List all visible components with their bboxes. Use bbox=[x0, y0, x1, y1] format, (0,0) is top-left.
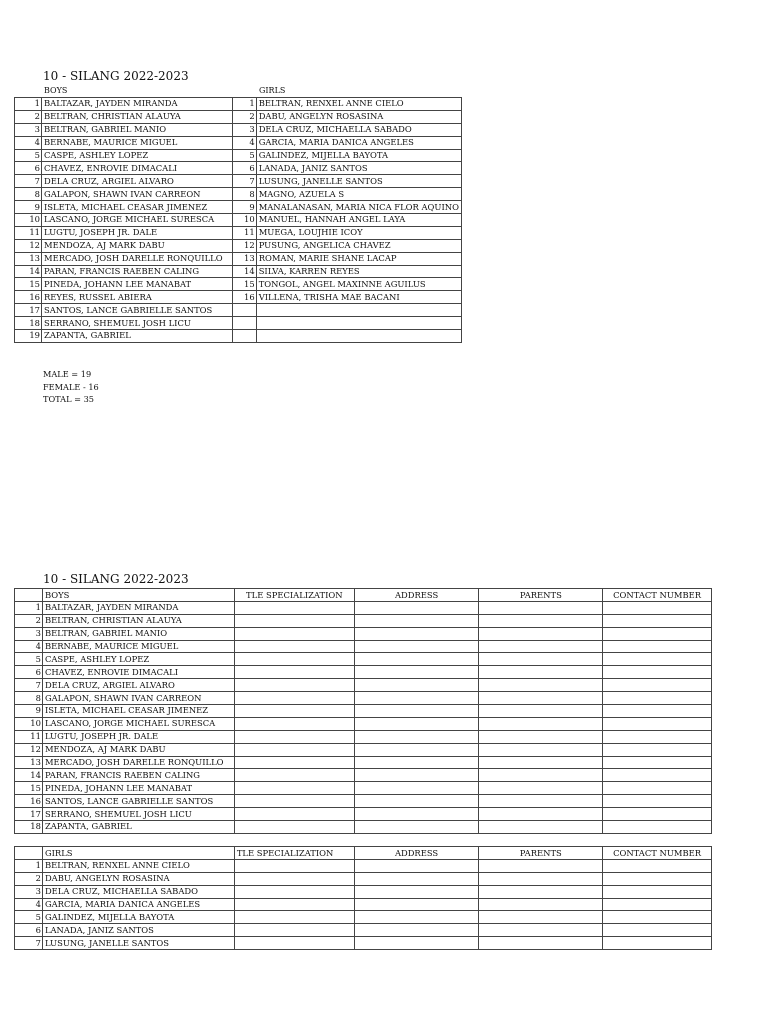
table-row bbox=[15, 898, 712, 911]
student-number: 12 bbox=[15, 743, 43, 756]
boys-label: BOYS bbox=[44, 86, 68, 95]
table-row bbox=[15, 705, 712, 718]
table-row bbox=[15, 317, 462, 330]
student-number: 17 bbox=[15, 808, 43, 821]
address-cell bbox=[354, 898, 479, 911]
boy-number: 9 bbox=[15, 201, 42, 214]
boys-details-body bbox=[15, 601, 712, 833]
student-number: 7 bbox=[15, 937, 43, 950]
contact-cell bbox=[603, 756, 712, 769]
girl-name: VILLENA, TRISHA MAE BACANI bbox=[256, 291, 461, 304]
table-row bbox=[15, 239, 462, 252]
student-name: ZAPANTA, GABRIEL bbox=[42, 821, 234, 834]
tle-cell bbox=[234, 679, 354, 692]
table-row bbox=[15, 795, 712, 808]
student-number: 7 bbox=[15, 679, 43, 692]
address-cell bbox=[354, 756, 479, 769]
parents-cell bbox=[479, 924, 603, 937]
girl-number: 6 bbox=[233, 162, 256, 175]
student-name: DELA CRUZ, ARGIEL ALVARO bbox=[42, 679, 234, 692]
contact-cell bbox=[603, 717, 712, 730]
address-cell bbox=[354, 821, 479, 834]
address-cell bbox=[354, 601, 479, 614]
girl-name: MANUEL, HANNAH ANGEL LAYA bbox=[256, 214, 461, 227]
student-name: ISLETA, MICHAEL CEASAR JIMENEZ bbox=[42, 705, 234, 718]
girls-details-table bbox=[14, 846, 712, 950]
girl-name: GARCIA, MARIA DANICA ANGELES bbox=[256, 136, 461, 149]
student-name: BERNABE, MAURICE MIGUEL bbox=[42, 640, 234, 653]
student-number: 8 bbox=[15, 692, 43, 705]
contact-cell bbox=[603, 782, 712, 795]
section-title-2: 10 - SILANG 2022-2023 bbox=[43, 572, 189, 586]
parents-cell bbox=[479, 743, 603, 756]
parents-cell bbox=[479, 614, 603, 627]
address-cell bbox=[354, 717, 479, 730]
contact-cell bbox=[603, 614, 712, 627]
student-number: 10 bbox=[15, 717, 43, 730]
boy-name: BELTRAN, GABRIEL MANIO bbox=[42, 123, 233, 136]
boy-name: GALAPON, SHAWN IVAN CARREON bbox=[42, 188, 233, 201]
boy-number: 17 bbox=[15, 304, 42, 317]
student-name: GALAPON, SHAWN IVAN CARREON bbox=[42, 692, 234, 705]
contact-cell bbox=[603, 730, 712, 743]
contact-cell bbox=[603, 679, 712, 692]
student-number: 6 bbox=[15, 666, 43, 679]
student-number: 1 bbox=[15, 601, 43, 614]
table-row bbox=[15, 692, 712, 705]
header-tle: TLE SPECIALIZATION bbox=[234, 847, 354, 860]
girl-number: 4 bbox=[233, 136, 256, 149]
table-row bbox=[15, 188, 462, 201]
girl-number bbox=[233, 304, 256, 317]
address-cell bbox=[354, 937, 479, 950]
table-row bbox=[15, 911, 712, 924]
girl-number: 14 bbox=[233, 265, 256, 278]
table-row bbox=[15, 885, 712, 898]
girl-name: MANALANASAN, MARIA NICA FLOR AQUINO bbox=[256, 201, 461, 214]
student-name: MERCADO, JOSH DARELLE RONQUILLO bbox=[42, 756, 234, 769]
roster-table-body bbox=[15, 98, 462, 343]
girl-number: 13 bbox=[233, 252, 256, 265]
boy-number: 2 bbox=[15, 110, 42, 123]
student-number: 14 bbox=[15, 769, 43, 782]
girl-name: DABU, ANGELYN ROSASINA bbox=[256, 110, 461, 123]
tle-cell bbox=[234, 769, 354, 782]
tle-cell bbox=[234, 756, 354, 769]
student-name: LANADA, JANIZ SANTOS bbox=[42, 924, 234, 937]
contact-cell bbox=[603, 653, 712, 666]
student-name: GALINDEZ, MIJELLA BAYOTA bbox=[42, 911, 234, 924]
table-row bbox=[15, 278, 462, 291]
boy-number: 11 bbox=[15, 226, 42, 239]
parents-cell bbox=[479, 705, 603, 718]
student-number: 4 bbox=[15, 898, 43, 911]
student-name: BELTRAN, GABRIEL MANIO bbox=[42, 627, 234, 640]
tle-cell bbox=[234, 627, 354, 640]
girls-label: GIRLS bbox=[259, 86, 286, 95]
contact-cell bbox=[603, 601, 712, 614]
student-name: DELA CRUZ, MICHAELLA SABADO bbox=[42, 885, 234, 898]
table-row bbox=[15, 110, 462, 123]
address-cell bbox=[354, 859, 479, 872]
tle-cell bbox=[234, 937, 354, 950]
parents-cell bbox=[479, 937, 603, 950]
girl-number: 8 bbox=[233, 188, 256, 201]
contact-cell bbox=[603, 743, 712, 756]
table-row bbox=[15, 175, 462, 188]
student-name: SANTOS, LANCE GABRIELLE SANTOS bbox=[42, 795, 234, 808]
girl-number: 9 bbox=[233, 201, 256, 214]
tle-cell bbox=[234, 898, 354, 911]
totals-block bbox=[43, 368, 99, 406]
address-cell bbox=[354, 769, 479, 782]
table-row bbox=[15, 859, 712, 872]
student-name: MENDOZA, AJ MARK DABU bbox=[42, 743, 234, 756]
girl-name: LUSUNG, JANELLE SANTOS bbox=[256, 175, 461, 188]
boy-name: SANTOS, LANCE GABRIELLE SANTOS bbox=[42, 304, 233, 317]
table-row bbox=[15, 252, 462, 265]
girl-name bbox=[256, 317, 461, 330]
parents-cell bbox=[479, 601, 603, 614]
tle-cell bbox=[234, 782, 354, 795]
header-num bbox=[15, 847, 43, 860]
table-row bbox=[15, 666, 712, 679]
boys-details-header bbox=[15, 589, 712, 602]
student-number: 9 bbox=[15, 705, 43, 718]
table-row bbox=[15, 627, 712, 640]
parents-cell bbox=[479, 653, 603, 666]
header-num bbox=[15, 589, 43, 602]
contact-cell bbox=[603, 795, 712, 808]
girl-number: 3 bbox=[233, 123, 256, 136]
header-parents: PARENTS bbox=[479, 847, 603, 860]
address-cell bbox=[354, 795, 479, 808]
contact-cell bbox=[603, 872, 712, 885]
contact-cell bbox=[603, 885, 712, 898]
student-number: 3 bbox=[15, 885, 43, 898]
student-number: 16 bbox=[15, 795, 43, 808]
parents-cell bbox=[479, 666, 603, 679]
student-name: LUSUNG, JANELLE SANTOS bbox=[42, 937, 234, 950]
boy-number: 16 bbox=[15, 291, 42, 304]
contact-cell bbox=[603, 640, 712, 653]
boy-number: 15 bbox=[15, 278, 42, 291]
student-name: CHAVEZ, ENROVIE DIMACALI bbox=[42, 666, 234, 679]
girl-number bbox=[233, 317, 256, 330]
girl-number: 11 bbox=[233, 226, 256, 239]
address-cell bbox=[354, 885, 479, 898]
boy-number: 13 bbox=[15, 252, 42, 265]
tle-cell bbox=[234, 614, 354, 627]
table-row bbox=[15, 924, 712, 937]
total-count: TOTAL = 35 bbox=[43, 394, 95, 405]
student-name: LASCANO, JORGE MICHAEL SURESCA bbox=[42, 717, 234, 730]
table-row bbox=[15, 756, 712, 769]
boy-name: LASCANO, JORGE MICHAEL SURESCA bbox=[42, 214, 233, 227]
table-row bbox=[15, 653, 712, 666]
tle-cell bbox=[234, 911, 354, 924]
tle-cell bbox=[234, 743, 354, 756]
parents-cell bbox=[479, 859, 603, 872]
boy-number: 19 bbox=[15, 330, 42, 343]
student-number: 13 bbox=[15, 756, 43, 769]
girls-details-body bbox=[15, 859, 712, 949]
girl-name: MUEGA, LOUJHIE ICOY bbox=[256, 226, 461, 239]
tle-cell bbox=[234, 872, 354, 885]
address-cell bbox=[354, 782, 479, 795]
boy-name: DELA CRUZ, ARGIEL ALVARO bbox=[42, 175, 233, 188]
parents-cell bbox=[479, 911, 603, 924]
boy-name: BERNABE, MAURICE MIGUEL bbox=[42, 136, 233, 149]
tle-cell bbox=[234, 717, 354, 730]
table-row bbox=[15, 162, 462, 175]
header-girls: GIRLS bbox=[42, 847, 234, 860]
student-number: 5 bbox=[15, 911, 43, 924]
parents-cell bbox=[479, 782, 603, 795]
parents-cell bbox=[479, 795, 603, 808]
parents-cell bbox=[479, 717, 603, 730]
header-boys: BOYS bbox=[42, 589, 234, 602]
tle-cell bbox=[234, 885, 354, 898]
contact-cell bbox=[603, 769, 712, 782]
contact-cell bbox=[603, 898, 712, 911]
address-cell bbox=[354, 730, 479, 743]
table-row bbox=[15, 226, 462, 239]
table-row bbox=[15, 730, 712, 743]
contact-cell bbox=[603, 911, 712, 924]
girl-name: PUSUNG, ANGELICA CHAVEZ bbox=[256, 239, 461, 252]
table-row bbox=[15, 717, 712, 730]
student-number: 11 bbox=[15, 730, 43, 743]
parents-cell bbox=[479, 872, 603, 885]
address-cell bbox=[354, 653, 479, 666]
student-name: PINEDA, JOHANN LEE MANABAT bbox=[42, 782, 234, 795]
boy-name: MERCADO, JOSH DARELLE RONQUILLO bbox=[42, 252, 233, 265]
girl-number bbox=[233, 330, 256, 343]
tle-cell bbox=[234, 821, 354, 834]
boy-number: 6 bbox=[15, 162, 42, 175]
boy-name: BALTAZAR, JAYDEN MIRANDA bbox=[42, 98, 233, 111]
table-row bbox=[15, 265, 462, 278]
boy-name: ZAPANTA, GABRIEL bbox=[42, 330, 233, 343]
header-address: ADDRESS bbox=[354, 589, 479, 602]
parents-cell bbox=[479, 821, 603, 834]
girl-name: SILVA, KARREN REYES bbox=[256, 265, 461, 278]
student-name: BELTRAN, RENXEL ANNE CIELO bbox=[42, 859, 234, 872]
female-count: FEMALE - 16 bbox=[43, 381, 99, 392]
contact-cell bbox=[603, 821, 712, 834]
parents-cell bbox=[479, 692, 603, 705]
girl-number: 1 bbox=[233, 98, 256, 111]
parents-cell bbox=[479, 808, 603, 821]
address-cell bbox=[354, 743, 479, 756]
girl-name: DELA CRUZ, MICHAELLA SABADO bbox=[256, 123, 461, 136]
address-cell bbox=[354, 640, 479, 653]
tle-cell bbox=[234, 924, 354, 937]
girl-number: 5 bbox=[233, 149, 256, 162]
address-cell bbox=[354, 666, 479, 679]
girl-name bbox=[256, 330, 461, 343]
table-row bbox=[15, 821, 712, 834]
student-name: BELTRAN, CHRISTIAN ALAUYA bbox=[42, 614, 234, 627]
tle-cell bbox=[234, 730, 354, 743]
tle-cell bbox=[234, 808, 354, 821]
header-contact: CONTACT NUMBER bbox=[603, 589, 712, 602]
table-row bbox=[15, 601, 712, 614]
student-number: 2 bbox=[15, 614, 43, 627]
contact-cell bbox=[603, 808, 712, 821]
girl-name bbox=[256, 304, 461, 317]
tle-cell bbox=[234, 795, 354, 808]
tle-cell bbox=[234, 692, 354, 705]
student-name: PARAN, FRANCIS RAEBEN CALING bbox=[42, 769, 234, 782]
student-name: GARCIA, MARIA DANICA ANGELES bbox=[42, 898, 234, 911]
section-title-1: 10 - SILANG 2022-2023 bbox=[43, 69, 189, 83]
boy-number: 12 bbox=[15, 239, 42, 252]
girl-name: ROMAN, MARIE SHANE LACAP bbox=[256, 252, 461, 265]
student-number: 1 bbox=[15, 859, 43, 872]
girl-number: 15 bbox=[233, 278, 256, 291]
male-count: MALE = 19 bbox=[43, 369, 92, 379]
boy-number: 5 bbox=[15, 149, 42, 162]
boy-name: CHAVEZ, ENROVIE DIMACALI bbox=[42, 162, 233, 175]
boy-name: CASPE, ASHLEY LOPEZ bbox=[42, 149, 233, 162]
contact-cell bbox=[603, 627, 712, 640]
girl-number: 12 bbox=[233, 239, 256, 252]
tle-cell bbox=[234, 601, 354, 614]
table-row bbox=[15, 291, 462, 304]
address-cell bbox=[354, 627, 479, 640]
contact-cell bbox=[603, 859, 712, 872]
tle-cell bbox=[234, 859, 354, 872]
table-row bbox=[15, 769, 712, 782]
boy-number: 10 bbox=[15, 214, 42, 227]
boy-number: 14 bbox=[15, 265, 42, 278]
table-row bbox=[15, 123, 462, 136]
boy-number: 3 bbox=[15, 123, 42, 136]
boy-name: REYES, RUSSEL ABIERA bbox=[42, 291, 233, 304]
table-row bbox=[15, 743, 712, 756]
header-tle: TLE SPECIALIZATION bbox=[234, 589, 354, 602]
girl-number: 10 bbox=[233, 214, 256, 227]
girls-details-header bbox=[15, 847, 712, 860]
student-number: 4 bbox=[15, 640, 43, 653]
address-cell bbox=[354, 924, 479, 937]
girl-number: 2 bbox=[233, 110, 256, 123]
contact-cell bbox=[603, 924, 712, 937]
contact-cell bbox=[603, 705, 712, 718]
parents-cell bbox=[479, 679, 603, 692]
girl-number: 16 bbox=[233, 291, 256, 304]
boy-number: 1 bbox=[15, 98, 42, 111]
girl-name: TONGOL, ANGEL MAXINNE AGUILUS bbox=[256, 278, 461, 291]
contact-cell bbox=[603, 937, 712, 950]
student-name: LUGTU, JOSEPH JR. DALE bbox=[42, 730, 234, 743]
roster-table bbox=[14, 97, 462, 343]
table-row bbox=[15, 614, 712, 627]
table-row bbox=[15, 201, 462, 214]
table-row bbox=[15, 640, 712, 653]
address-cell bbox=[354, 911, 479, 924]
parents-cell bbox=[479, 769, 603, 782]
parents-cell bbox=[479, 756, 603, 769]
tle-cell bbox=[234, 653, 354, 666]
table-row bbox=[15, 937, 712, 950]
boy-name: BELTRAN, CHRISTIAN ALAUYA bbox=[42, 110, 233, 123]
girl-name: BELTRAN, RENXEL ANNE CIELO bbox=[256, 98, 461, 111]
boy-number: 8 bbox=[15, 188, 42, 201]
boy-name: SERRANO, SHEMUEL JOSH LICU bbox=[42, 317, 233, 330]
address-cell bbox=[354, 679, 479, 692]
table-row bbox=[15, 782, 712, 795]
table-row bbox=[15, 98, 462, 111]
table-row bbox=[15, 330, 462, 343]
table-row bbox=[15, 304, 462, 317]
student-number: 18 bbox=[15, 821, 43, 834]
girl-name: LANADA, JANIZ SANTOS bbox=[256, 162, 461, 175]
tle-cell bbox=[234, 640, 354, 653]
student-name: SERRANO, SHEMUEL JOSH LICU bbox=[42, 808, 234, 821]
address-cell bbox=[354, 614, 479, 627]
table-row bbox=[15, 136, 462, 149]
boy-name: MENDOZA, AJ MARK DABU bbox=[42, 239, 233, 252]
student-number: 5 bbox=[15, 653, 43, 666]
address-cell bbox=[354, 705, 479, 718]
parents-cell bbox=[479, 885, 603, 898]
header-parents: PARENTS bbox=[479, 589, 603, 602]
student-name: CASPE, ASHLEY LOPEZ bbox=[42, 653, 234, 666]
boys-details-table bbox=[14, 588, 712, 834]
table-row bbox=[15, 214, 462, 227]
student-number: 15 bbox=[15, 782, 43, 795]
contact-cell bbox=[603, 692, 712, 705]
boy-name: PINEDA, JOHANN LEE MANABAT bbox=[42, 278, 233, 291]
student-name: DABU, ANGELYN ROSASINA bbox=[42, 872, 234, 885]
header-address: ADDRESS bbox=[354, 847, 479, 860]
address-cell bbox=[354, 872, 479, 885]
boy-name: LUGTU, JOSEPH JR. DALE bbox=[42, 226, 233, 239]
girl-number: 7 bbox=[233, 175, 256, 188]
student-number: 2 bbox=[15, 872, 43, 885]
boy-name: ISLETA, MICHAEL CEASAR JIMENEZ bbox=[42, 201, 233, 214]
parents-cell bbox=[479, 640, 603, 653]
contact-cell bbox=[603, 666, 712, 679]
boy-number: 4 bbox=[15, 136, 42, 149]
boy-number: 7 bbox=[15, 175, 42, 188]
tle-cell bbox=[234, 705, 354, 718]
girl-name: GALINDEZ, MIJELLA BAYOTA bbox=[256, 149, 461, 162]
parents-cell bbox=[479, 627, 603, 640]
table-row bbox=[15, 679, 712, 692]
address-cell bbox=[354, 808, 479, 821]
address-cell bbox=[354, 692, 479, 705]
table-row bbox=[15, 872, 712, 885]
table-row bbox=[15, 149, 462, 162]
parents-cell bbox=[479, 898, 603, 911]
boy-number: 18 bbox=[15, 317, 42, 330]
parents-cell bbox=[479, 730, 603, 743]
tle-cell bbox=[234, 666, 354, 679]
girl-name: MAGNO, AZUELA S bbox=[256, 188, 461, 201]
student-number: 3 bbox=[15, 627, 43, 640]
table-row bbox=[15, 808, 712, 821]
student-name: BALTAZAR, JAYDEN MIRANDA bbox=[42, 601, 234, 614]
boy-name: PARAN, FRANCIS RAEBEN CALING bbox=[42, 265, 233, 278]
student-number: 6 bbox=[15, 924, 43, 937]
header-contact: CONTACT NUMBER bbox=[603, 847, 712, 860]
